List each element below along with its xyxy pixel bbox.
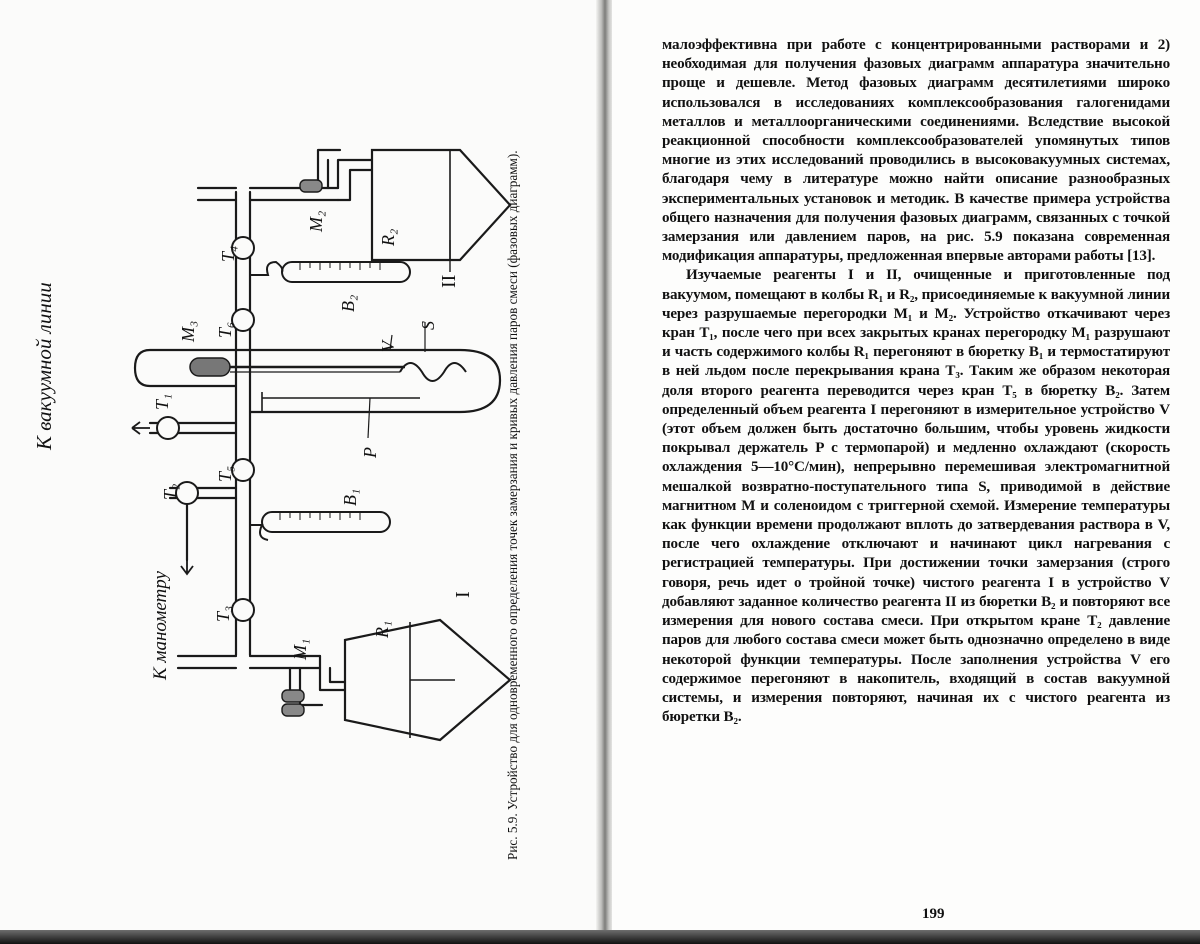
label-t3: T₃ — [213, 605, 233, 622]
label-b2: B₂ — [338, 294, 358, 312]
body-text — [662, 36, 1170, 727]
label-p: P — [360, 447, 380, 458]
label-v: V — [378, 341, 398, 352]
label-s: S — [418, 321, 438, 330]
label-vacuum-line: К вакуумной линии — [32, 282, 56, 450]
break-seal-m1 — [282, 690, 304, 702]
label-t2: T₂ — [160, 483, 180, 500]
label-r1: R₁ — [372, 620, 392, 638]
page-number: 199 — [922, 906, 945, 922]
break-seal-m2 — [300, 180, 322, 192]
burette-b2 — [282, 262, 410, 282]
paragraph-2: Изучаемые реагенты I и II, очищенные и приготовленные под вакуумом, помещают в колбы R₁ и R₂, присоединяемые к вакуумной линии через разрушаемые перегородки M₁ и M₂. Устройство откачивают через кран T₁, после чего при всех закрытых кранах перегородку M₁ разрушают и часть содержимого колбы R₁ перегоняют в бюретку B₁ и термостатируют в ней льдом после перекрывания крана T₃. Таким же образом некоторая доля второго реагента переводится через кран T₅ в бюретку B₂. Затем определенный объем реагента I перегоняют в измерительное устройство V (этот объем должен быть достаточно большим, чтобы уровень жидкости покрывал держатель P с термопарой) и медленно охлаждают (скорость охлаждения 5—10°C/мин), непрерывно перемешивая электромагнитной мешалкой возвратно-поступательного типа S, приводимой в действие магнитном M и соленоидом с триггерной схемой. Измерение температуры как функции времени продолжают вплоть до затвердевания раствора в V, после чего охлаждение отключают и начинают цикл нагревания с регистрацией температуры. При достижении точки замерзания (строго говоря, речь идет о тройной точке) чистого реагента I в устройство V добавляют заданное количество реагента II из бюретки B₂ и повторяют все измерения для нового состава смеси. При открытом кране T₂ давление паров для любого состава смеси может быть однозначно определено в виде некоторой функции температуры. После заполнения устройства V его содержимое перегоняют в накопитель, входящий в состав вакуумной системы, и измерения повторяют, начиная их с чистого реагента из бюретки B₂. — [662, 267, 1170, 726]
label-m2: M₂ — [306, 210, 326, 232]
burette-b1 — [262, 512, 390, 532]
label-t1: T₁ — [152, 393, 172, 410]
left-page — [0, 0, 598, 944]
label-t4: T₄ — [218, 245, 238, 262]
stopcock-t1 — [157, 417, 179, 439]
label-manometer: К манометру — [150, 571, 171, 680]
burette-b2-scale — [300, 262, 380, 270]
label-reagent-ii: II — [438, 274, 460, 288]
r2-connector — [338, 160, 372, 200]
magnet-m3 — [190, 358, 230, 376]
paragraph-1: малоэффективна при работе с концентрированными растворами и 2) необходимая для получения фазовых диаграмм аппаратура значительно проще и дешевле. Метод фазовых диаграмм десятилетиями широко использовался в исследованиях комплексообразования галогенидами металлов и металлоорганическими соединениями. Вследствие высокой реакционной способности комплексообразователей упомянутых типов многие из этих исследований проводились в высоковакуумных системах, благодаря чему в литературе можно найти описание разнообразных экспериментальных установок и методик. В качестве примера устройства общего назначения для получения фазовых диаграмм, связанных с точкой замерзания или давлением паров, на рис. 5.9 показана современная модификация аппаратуры, предложенная впервые авторами работы [13]. — [662, 37, 1170, 265]
label-t6: T₆ — [215, 321, 235, 338]
label-m1: M₁ — [290, 638, 310, 660]
label-reagent-i: I — [452, 591, 474, 598]
manometer-arrow — [181, 560, 193, 574]
figure-caption: Рис. 5.9. Устройство для одновременного определения точек замерзания и кривых давления паров смеси (фазовых диаграмм). — [505, 150, 520, 860]
stopcock-t3 — [232, 599, 254, 621]
label-b1: B₁ — [340, 488, 360, 506]
label-t5: T₅ — [215, 465, 235, 482]
r1-connector — [320, 656, 345, 690]
right-page — [612, 0, 1200, 944]
label-m3: M₃ — [178, 320, 198, 342]
stirrer-coil-s — [400, 363, 466, 381]
burette-b1-scale — [280, 512, 360, 520]
scan-bottom-edge — [0, 930, 1200, 944]
stopcocks — [157, 237, 254, 621]
vacuum-arrow — [132, 422, 150, 434]
label-r2: R₂ — [378, 228, 398, 246]
